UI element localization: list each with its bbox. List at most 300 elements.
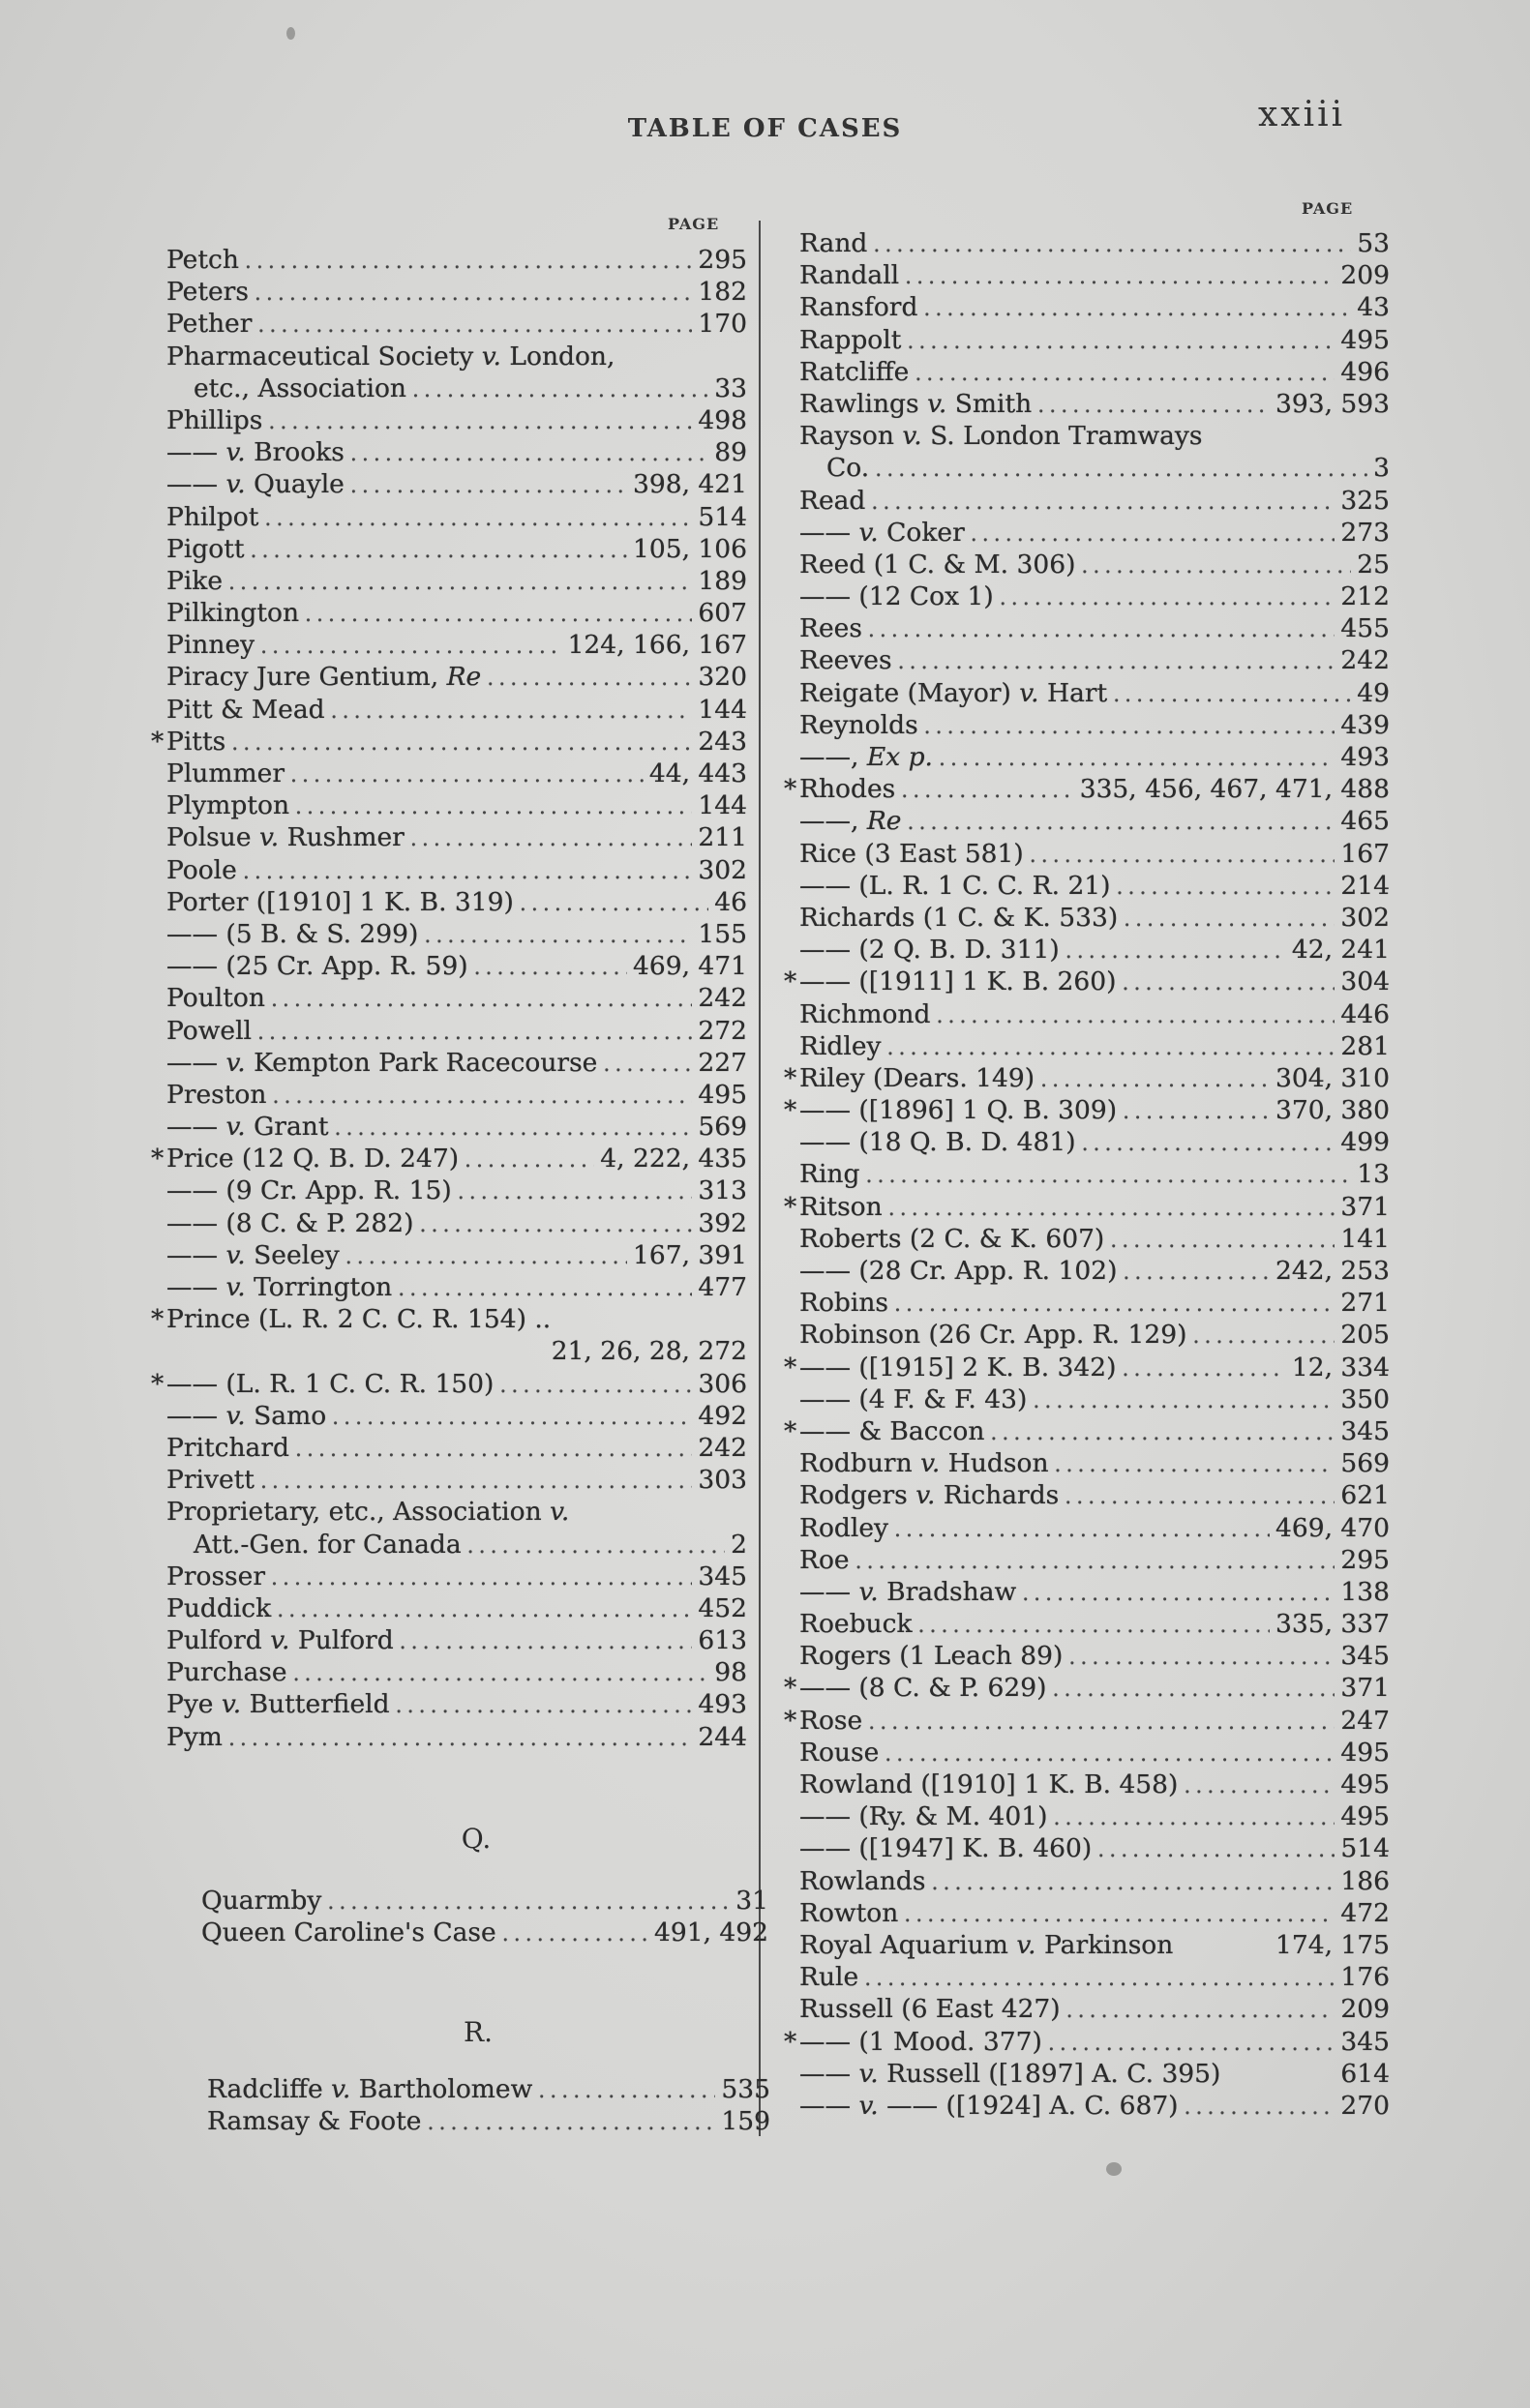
case-entry	[166, 276, 747, 308]
case-name-part: Poole	[166, 854, 237, 885]
case-name-part: Petch	[166, 245, 239, 275]
case-name-part: Ridley	[799, 1030, 882, 1061]
case-entry	[799, 324, 1390, 356]
dot-leader	[345, 1241, 627, 1273]
case-entry	[166, 1174, 747, 1206]
case-entry	[151, 1368, 747, 1400]
page-references: 607	[698, 598, 747, 629]
case-name-italic: v.	[225, 1272, 246, 1302]
case-name-part: Prince (L. R. 2 C. C. R. 154) ..	[166, 1304, 552, 1335]
case-entry	[799, 677, 1390, 709]
case-entry	[799, 709, 1390, 741]
page-references: 155	[698, 918, 747, 949]
page-references: 25	[1357, 549, 1390, 580]
page-references: 613	[698, 1625, 747, 1656]
case-entry	[784, 1705, 1390, 1737]
dot-leader	[939, 743, 1335, 775]
case-entry	[799, 452, 1390, 484]
page-references: 144	[698, 694, 747, 725]
case-name-part: —— (12 Cox 1)	[799, 581, 994, 612]
case-name-italic: v.	[225, 1047, 246, 1078]
case-name	[166, 821, 405, 853]
page-references: 345	[698, 1561, 747, 1591]
dot-leader	[264, 503, 692, 535]
page-references: 569	[698, 1112, 747, 1143]
case-name	[799, 1383, 1027, 1415]
case-entry	[799, 1993, 1390, 2025]
case-name	[194, 372, 406, 404]
dot-leader	[868, 614, 1335, 646]
case-name	[799, 805, 902, 837]
case-entry	[207, 2073, 770, 2105]
dot-leader	[1022, 1578, 1335, 1610]
case-name	[166, 1688, 390, 1720]
asterisk-marker: *	[784, 1673, 797, 1704]
case-name-italic: v.	[550, 1497, 570, 1528]
case-entry	[166, 1015, 747, 1047]
case-name-italic: v.	[258, 822, 280, 853]
case-name-part: Poulton	[166, 983, 265, 1014]
page-references: 176	[1340, 1962, 1390, 1993]
dot-leader	[502, 1918, 648, 1950]
case-name-italic: Ex p.	[866, 742, 933, 772]
dot-leader	[499, 1370, 692, 1402]
case-name-part: Grant	[245, 1112, 329, 1143]
dot-leader	[1068, 1642, 1335, 1674]
page-references: 302	[698, 854, 747, 885]
case-name-italic: v.	[858, 2058, 879, 2089]
case-name	[799, 934, 1060, 966]
dot-leader	[331, 696, 693, 728]
case-name	[799, 1897, 898, 1929]
dot-leader	[228, 567, 692, 599]
case-name-part: ——	[166, 437, 226, 468]
case-name	[799, 2058, 1220, 2090]
page-references: 43	[1357, 292, 1390, 323]
column-divider	[759, 221, 761, 2136]
dot-leader	[1117, 872, 1335, 904]
dot-leader	[1113, 679, 1351, 711]
dot-leader	[1055, 1449, 1335, 1481]
case-entry	[799, 612, 1390, 644]
case-name	[166, 1432, 289, 1464]
case-name-italic: v.	[1019, 677, 1039, 708]
case-name-part: Roebuck	[799, 1609, 913, 1640]
page-references: 105, 106	[632, 533, 747, 564]
case-name-part: Quarmby	[201, 1886, 322, 1916]
case-name-part: —— ([1896] 1 Q. B. 309)	[799, 1095, 1118, 1126]
case-entry	[784, 773, 1390, 805]
case-name-part: Plummer	[166, 758, 285, 788]
case-entry	[166, 501, 747, 533]
case-entry	[784, 1672, 1390, 1704]
case-entry	[799, 1897, 1390, 1929]
dot-leader	[1000, 582, 1335, 614]
case-name	[799, 1223, 1104, 1255]
page-references: 452	[698, 1592, 747, 1623]
case-name-italic: v.	[225, 469, 246, 500]
case-entry	[151, 726, 747, 758]
dot-leader	[865, 1160, 1351, 1192]
dot-leader	[1192, 1321, 1335, 1353]
dot-leader	[894, 1514, 1270, 1546]
running-head-title: TABLE OF CASES	[627, 114, 903, 143]
case-name-part: ——	[166, 1239, 226, 1270]
case-name	[166, 1624, 394, 1656]
case-name-part: Bradshaw	[878, 1576, 1017, 1607]
dot-leader	[424, 920, 692, 952]
dot-leader	[918, 1610, 1270, 1642]
case-name-part: etc., Association	[194, 372, 406, 403]
asterisk-marker: *	[151, 1144, 165, 1174]
case-name	[799, 580, 994, 612]
case-name	[799, 291, 917, 323]
case-name-part: Price (12 Q. B. D. 247)	[166, 1144, 460, 1174]
page-references: 12, 334	[1291, 1352, 1390, 1382]
dot-leader	[1030, 840, 1335, 872]
case-entry	[799, 1447, 1390, 1479]
dot-leader	[1124, 904, 1335, 936]
case-name	[799, 998, 930, 1030]
page-references: 306	[698, 1368, 747, 1399]
asterisk-marker: *	[784, 1095, 797, 1126]
case-entry	[166, 1561, 747, 1592]
page-references: 304	[1340, 966, 1390, 997]
dot-leader	[255, 278, 692, 310]
page-references: 350	[1340, 1383, 1390, 1414]
q-entries	[201, 1885, 768, 1948]
case-name-part: Piracy Jure Gentium,	[166, 662, 447, 693]
page-references: 13	[1357, 1159, 1390, 1190]
case-name-part: Parkinson	[1035, 1929, 1174, 1960]
case-name-italic: v.	[221, 1689, 242, 1720]
case-name	[799, 966, 1116, 997]
case-entry	[166, 1624, 747, 1656]
page-references: 465	[1340, 806, 1390, 837]
page-references: 2	[731, 1529, 747, 1560]
dot-leader	[923, 293, 1351, 325]
dot-leader	[915, 358, 1335, 390]
case-entry	[166, 886, 747, 918]
page-number-roman: xxiii	[1258, 95, 1346, 134]
page-references: 21, 26, 28, 272	[551, 1336, 747, 1367]
page-references: 493	[1340, 742, 1390, 772]
case-name-part: —— ([1911] 1 K. B. 260)	[799, 966, 1117, 997]
page-references: 271	[1340, 1288, 1390, 1319]
case-entry	[166, 1656, 747, 1688]
case-name-italic: v.	[225, 1400, 246, 1431]
page-references: 491, 492	[653, 1917, 768, 1948]
case-name-italic: v.	[225, 1239, 246, 1270]
case-name	[166, 758, 285, 789]
case-name	[166, 1047, 597, 1079]
dot-leader	[868, 1707, 1335, 1739]
case-name-part: Porter ([1910] 1 K. B. 319)	[166, 886, 514, 917]
case-entry	[166, 436, 747, 468]
dot-leader	[905, 261, 1335, 293]
case-name-part: Att.-Gen. for Canada	[194, 1529, 462, 1560]
case-entry	[151, 1303, 747, 1335]
page-references: 167	[1340, 838, 1390, 869]
case-name	[799, 2026, 1042, 2058]
case-entry	[799, 1383, 1390, 1415]
case-name	[201, 1885, 321, 1917]
case-entry	[799, 1287, 1390, 1319]
case-name-part: Plympton	[166, 790, 290, 821]
case-name	[799, 1865, 926, 1897]
case-name	[799, 709, 918, 741]
case-name	[799, 902, 1118, 934]
case-name	[826, 452, 869, 484]
case-name-part: —— (25 Cr. App. R. 59)	[166, 951, 468, 982]
case-entry	[799, 1255, 1390, 1287]
dot-leader	[231, 728, 692, 759]
case-name-part: Rees	[799, 613, 862, 644]
case-name	[799, 420, 1203, 452]
page-references: 44, 443	[648, 758, 747, 788]
case-name	[166, 501, 258, 533]
case-name-part: Pulford	[289, 1625, 394, 1656]
case-entry	[166, 372, 747, 404]
page-references: 174, 175	[1275, 1929, 1390, 1960]
dot-leader	[1097, 1834, 1335, 1866]
case-name	[166, 1271, 392, 1303]
dot-leader	[271, 1562, 692, 1594]
dot-leader	[901, 775, 1073, 807]
dot-leader	[1081, 550, 1351, 582]
case-name	[166, 244, 239, 276]
case-name-part: —— (9 Cr. App. R. 15)	[166, 1175, 452, 1206]
case-name	[166, 341, 615, 372]
page-references: 244	[698, 1721, 747, 1752]
page-references: 455	[1340, 613, 1390, 644]
case-name	[799, 1030, 882, 1062]
case-entry	[799, 485, 1390, 517]
case-name-part: Kempton Park Racecourse	[245, 1047, 598, 1078]
page-references: 313	[698, 1175, 747, 1206]
case-name	[799, 644, 892, 676]
case-name	[799, 1832, 1092, 1864]
page-references: 242, 253	[1275, 1256, 1390, 1286]
case-name-part: Pritchard	[166, 1432, 289, 1463]
case-name-part: Rand	[799, 228, 868, 258]
dot-leader	[260, 631, 561, 663]
page-references: 243	[698, 726, 747, 757]
case-name-part: Richards (1 C. & K. 533)	[799, 902, 1119, 933]
case-name-part: —— (2 Q. B. D. 311)	[799, 935, 1060, 966]
page-references: 345	[1340, 2026, 1390, 2057]
page-references: 621	[1340, 1480, 1390, 1511]
asterisk-marker: *	[151, 1368, 165, 1399]
case-name-part: —— (8 C. & P. 282)	[166, 1207, 414, 1238]
dot-leader	[855, 1546, 1335, 1578]
case-name-part: —— (L. R. 1 C. C. R. 21)	[799, 870, 1111, 901]
dot-leader	[1052, 1674, 1335, 1706]
dot-leader	[904, 1899, 1335, 1931]
page-references: 495	[1340, 1737, 1390, 1768]
case-entry	[784, 1191, 1390, 1223]
case-entry	[799, 1544, 1390, 1576]
case-entry	[799, 1158, 1390, 1190]
section-heading-q: Q.	[461, 1823, 492, 1855]
case-name-part: Roberts (2 C. & K. 607)	[799, 1223, 1105, 1254]
case-name	[166, 629, 255, 661]
case-entry	[166, 1047, 747, 1079]
page-references: 371	[1340, 1673, 1390, 1704]
case-entry	[166, 918, 747, 950]
case-entry	[799, 998, 1390, 1030]
page-references: 514	[698, 501, 747, 532]
case-name-part: —— ([1947] K. B. 460)	[799, 1833, 1093, 1864]
case-name	[166, 1721, 223, 1753]
dot-leader	[243, 856, 693, 888]
dot-leader	[412, 374, 708, 406]
page-references: 370, 380	[1275, 1095, 1390, 1126]
case-name-italic: Re	[866, 806, 902, 837]
case-entry	[784, 2026, 1390, 2058]
asterisk-marker: *	[784, 1352, 797, 1382]
case-name	[166, 565, 223, 597]
case-name-italic: v.	[858, 517, 879, 548]
case-entry	[799, 420, 1390, 452]
case-name	[166, 533, 245, 565]
case-name	[166, 726, 225, 758]
asterisk-marker: *	[784, 1705, 797, 1736]
dot-leader	[887, 1032, 1335, 1064]
dot-leader	[1082, 1128, 1335, 1160]
case-name-part: Preston	[166, 1079, 267, 1110]
page-references: 141	[1340, 1223, 1390, 1254]
page-references: 211	[698, 822, 747, 853]
case-name	[799, 1608, 913, 1640]
case-entry	[799, 1126, 1390, 1158]
case-name	[799, 1287, 888, 1319]
case-entry	[207, 2105, 770, 2137]
case-entry	[784, 1415, 1390, 1447]
dot-leader	[327, 1887, 730, 1918]
case-name-part: Coker	[878, 517, 965, 548]
case-name	[166, 950, 468, 982]
case-name-part: Rawlings	[799, 388, 928, 419]
case-entry	[166, 1335, 747, 1367]
case-name	[799, 388, 1032, 420]
case-name-part: Samo	[245, 1400, 327, 1431]
dot-leader	[295, 1434, 692, 1466]
page-references: 98	[714, 1657, 747, 1688]
case-name	[201, 1917, 496, 1948]
dot-leader	[474, 952, 627, 984]
case-entry	[799, 2090, 1390, 2122]
case-name	[799, 2090, 1179, 2122]
case-name-italic: v.	[225, 1112, 246, 1143]
case-name-part: Privett	[166, 1465, 255, 1496]
case-name	[166, 308, 252, 340]
case-name-part: Queen Caroline's Case	[201, 1917, 496, 1948]
case-name-part: Rodburn	[799, 1448, 921, 1479]
case-entry	[799, 934, 1390, 966]
case-entry	[799, 1512, 1390, 1544]
case-name-part: —— (L. R. 1 C. C. R. 150)	[166, 1368, 495, 1399]
case-entry	[799, 870, 1390, 902]
case-name	[799, 1737, 879, 1769]
dot-leader	[864, 1963, 1335, 1995]
dot-leader	[271, 984, 692, 1016]
case-entry	[799, 549, 1390, 580]
case-name	[799, 773, 895, 805]
case-name-part: Rule	[799, 1962, 859, 1993]
case-name-part: Pinney	[166, 630, 255, 661]
page-references: 46	[714, 886, 747, 917]
case-entry	[166, 758, 747, 789]
page-references: 144	[698, 790, 747, 821]
case-entry	[799, 1576, 1390, 1608]
case-entry	[166, 1688, 747, 1720]
case-name	[799, 1191, 883, 1223]
page-references: 209	[1340, 1994, 1390, 2025]
case-name-part: Powell	[166, 1015, 253, 1046]
dot-leader	[538, 2075, 715, 2107]
case-entry	[166, 821, 747, 853]
dot-leader	[971, 519, 1335, 550]
dot-leader	[1122, 1353, 1285, 1385]
case-entry	[799, 1800, 1390, 1832]
case-name	[166, 1207, 413, 1239]
case-name	[799, 677, 1107, 709]
case-entry	[799, 1319, 1390, 1351]
dot-leader	[400, 1626, 693, 1658]
case-entry	[799, 227, 1390, 259]
page-references: 498	[698, 404, 747, 435]
page-references: 33	[714, 372, 747, 403]
dot-leader	[932, 1867, 1335, 1899]
case-name	[166, 436, 345, 468]
page-references: 4, 222, 435	[600, 1144, 747, 1174]
case-entry	[166, 244, 747, 276]
case-name	[166, 1656, 287, 1688]
case-name-part: Read	[799, 485, 866, 516]
page-references: 167, 391	[632, 1239, 747, 1270]
page-references: 492	[698, 1400, 747, 1431]
page-references: 42, 241	[1291, 935, 1390, 966]
page-references: 477	[698, 1272, 747, 1302]
case-name-part: —— ([1915] 2 K. B. 342)	[799, 1352, 1117, 1382]
case-name-part: Bartholomew	[350, 2074, 533, 2104]
dot-leader	[350, 470, 627, 502]
case-name-part: Phillips	[166, 404, 263, 435]
asterisk-marker: *	[784, 2026, 797, 2057]
case-name	[166, 1592, 271, 1624]
page-references: 295	[1340, 1544, 1390, 1575]
page-references: 335, 337	[1275, 1609, 1390, 1640]
case-name	[799, 324, 901, 356]
case-name	[166, 886, 514, 918]
case-entry	[799, 388, 1390, 420]
page-column-label-left: PAGE	[668, 215, 720, 233]
case-name-part: Ritson	[799, 1191, 883, 1222]
case-name-part: —— (28 Cr. App. R. 102)	[799, 1256, 1118, 1286]
case-name-part: Royal Aquarium	[799, 1929, 1017, 1960]
dot-leader	[990, 1417, 1335, 1449]
case-name-part: Pilkington	[166, 598, 300, 629]
case-name-italic: v.	[858, 2090, 879, 2121]
case-name-part: Richards	[935, 1480, 1060, 1511]
case-name-italic: v.	[225, 437, 246, 468]
page-references: 495	[1340, 1801, 1390, 1832]
dot-leader	[332, 1402, 692, 1434]
dot-leader	[290, 759, 644, 791]
dot-leader	[1037, 390, 1270, 422]
case-entry	[166, 854, 747, 886]
